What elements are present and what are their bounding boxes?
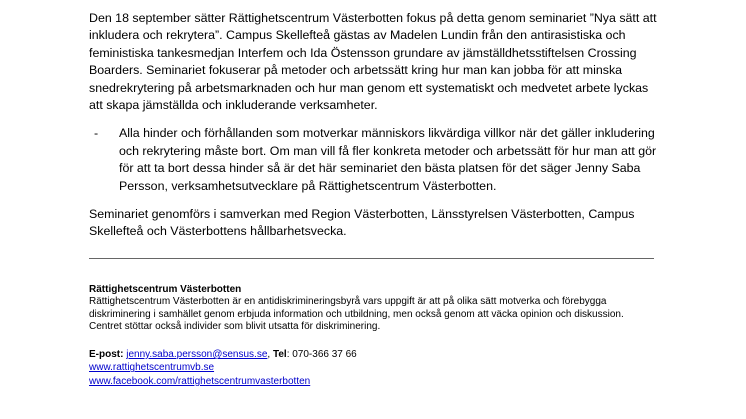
quote-paragraph: Alla hinder och förhållanden som motverkar människors likvärdiga villkor när det gäller inkludering och rekrytering måste bort. Om man vill få fler konkreta metoder och arbetssätt för hur man att gör för att ta bort dessa hinder så är det här seminariet den bästa platsen för det säger Jenny Saba Persson, verksamhetsutvecklare på Rättighetscentrum Västerbotten. xyxy=(119,126,657,193)
contact-separator: , xyxy=(267,348,271,360)
document-page xyxy=(89,10,657,388)
facebook-link[interactable]: www.facebook.com/rattighetscentrumvasterbotten xyxy=(89,375,311,387)
footer xyxy=(89,284,657,389)
intro-paragraph: Den 18 september sätter Rättighetscentrum Västerbotten fokus på detta genom seminariet ”Nya sätt att inkludera och rekrytera”. Campus Skellefteå gästas av Madelen Lundin från den antirasistiska och feministiska tankesmedjan Interfem och Ida Östensson grundare av jämställdhetsstiftelsen Crossing Boarders. Seminariet fokuserar på metoder och arbetssätt kring hur man kan jobba för att minska snedrekrytering på arbetsmarknaden och hur man genom ett systematiskt och medvetet arbete lyckas att skapa jämställda och inkluderande verksamheter. xyxy=(89,11,657,113)
bullet-marker: - xyxy=(94,126,99,141)
org-name: Rättighetscentrum Västerbotten xyxy=(89,283,242,295)
contact-block xyxy=(89,348,657,389)
email-label: E-post: xyxy=(89,348,124,360)
contact-line xyxy=(89,348,657,362)
org-description: Rättighetscentrum Västerbotten är en antidiskrimineringsbyrå vars uppgift är att på olika sätt motverka och förebygga diskriminering i samhället genom erbjuda information och utbildning, men också genom att väcka opinion och diskussion. Centret stöttar också individer som blivit utsatta för diskriminering. xyxy=(89,296,624,333)
website-link[interactable]: www.rattighetscentrumvb.se xyxy=(89,362,215,374)
quote-bullet xyxy=(89,125,657,195)
email-link[interactable]: jenny.saba.persson@sensus.se xyxy=(126,348,268,360)
phone-label: Tel xyxy=(272,348,287,360)
collaboration-paragraph: Seminariet genomförs i samverkan med Region Västerbotten, Länsstyrelsen Västerbotten, Campus Skellefteå och Västerbottens hållbarhetsvecka. xyxy=(89,207,635,239)
phone-number: : 070-366 37 66 xyxy=(286,348,357,360)
divider-line xyxy=(89,258,654,259)
